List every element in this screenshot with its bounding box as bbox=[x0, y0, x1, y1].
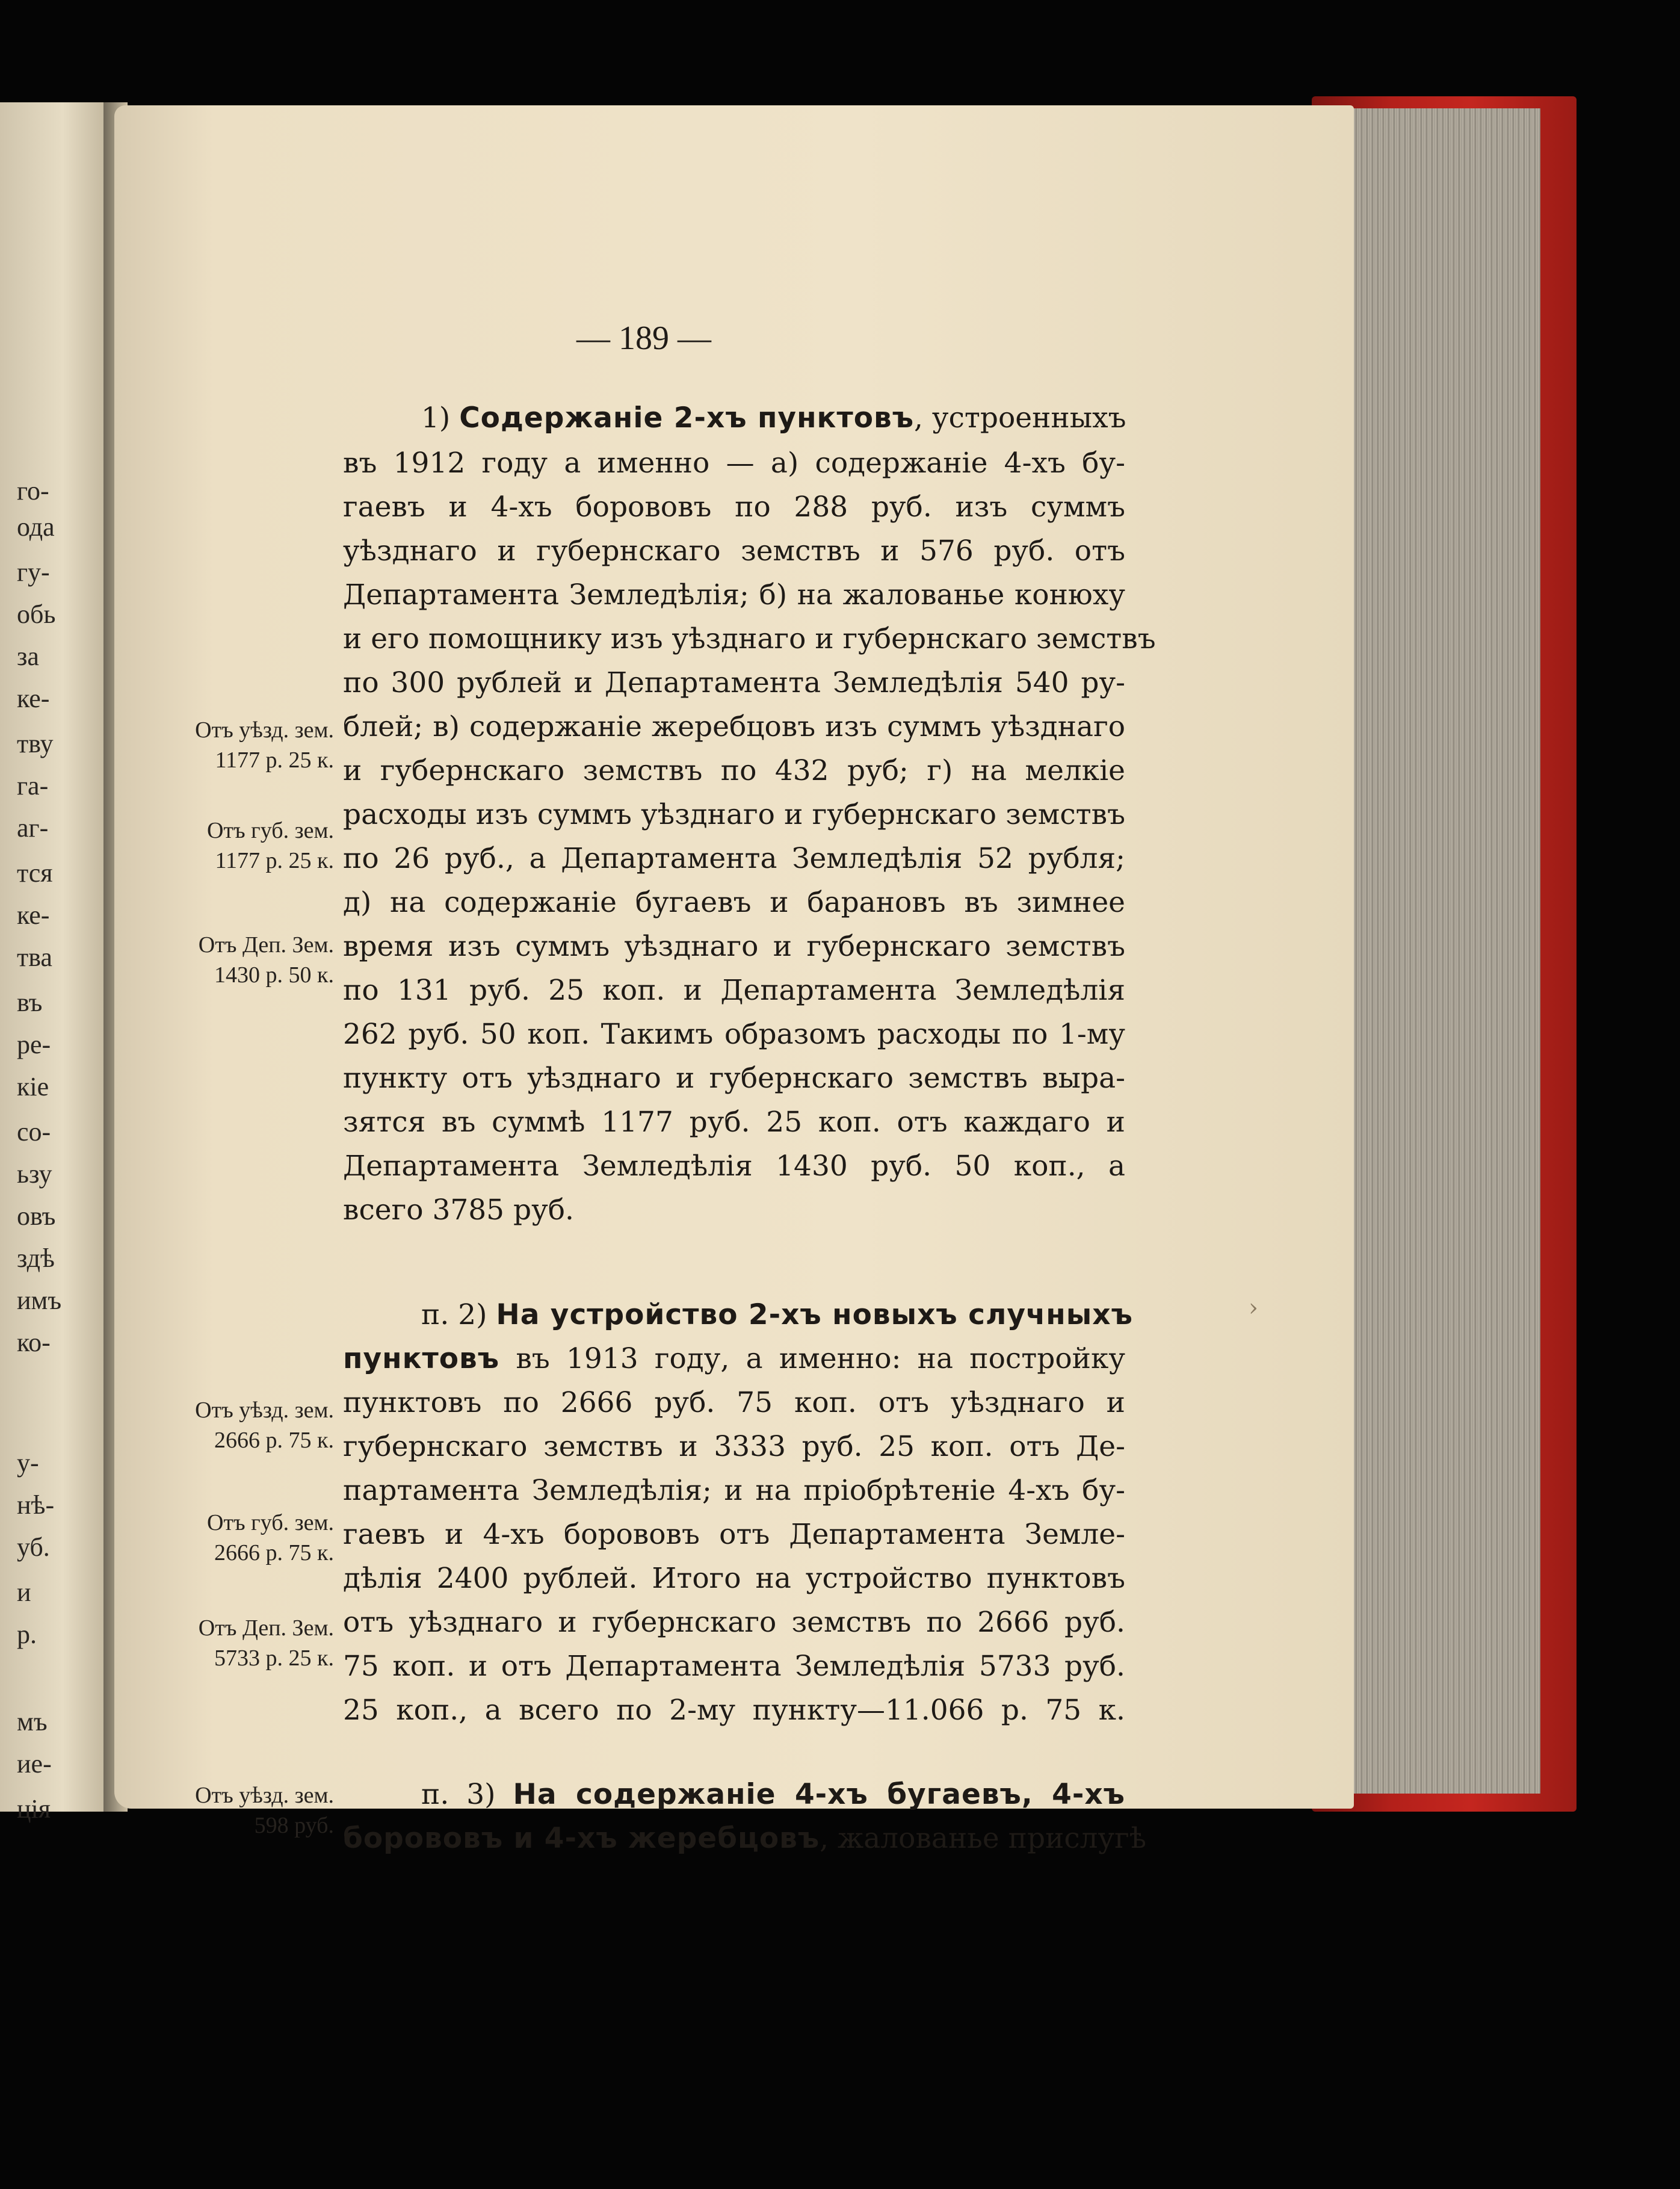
left-fragment: ие- bbox=[17, 1749, 52, 1779]
margin-note bbox=[178, 816, 334, 876]
text-line: п. 3) На содержаніе 4-хъ бугаевъ, 4-хъ bbox=[421, 1778, 1125, 1811]
left-fragment: тва bbox=[17, 943, 52, 972]
left-fragment: аг- bbox=[17, 813, 49, 843]
margin-note-source: Отъ уѣзд. зем. bbox=[195, 717, 334, 743]
left-fragment: у- bbox=[17, 1448, 39, 1478]
left-fragment: р. bbox=[17, 1620, 37, 1649]
margin-note-amount: 5733 р. 25 к. bbox=[214, 1646, 334, 1671]
text-line: по 26 руб., а Департамента Земледѣлія 52 рубля; bbox=[343, 842, 1125, 875]
text-line: зятся въ суммѣ 1177 руб. 25 коп. отъ каждаго и bbox=[343, 1106, 1125, 1139]
margin-note-amount: 2666 р. 75 к. bbox=[214, 1540, 334, 1565]
text-line: и губернскаго земствъ по 432 руб; г) на мелкіе bbox=[343, 754, 1125, 787]
bold-heading: На устройство 2-хъ новыхъ случныхъ bbox=[496, 1298, 1133, 1331]
margin-note-amount: 1177 р. 25 к. bbox=[215, 848, 334, 873]
left-fragment: ке- bbox=[17, 684, 50, 713]
left-fragment: со- bbox=[17, 1117, 51, 1147]
left-fragment: га- bbox=[17, 771, 49, 800]
left-fragment: здѣ bbox=[17, 1243, 55, 1273]
margin-note-amount: 2666 р. 75 к. bbox=[214, 1428, 334, 1453]
margin-note bbox=[178, 930, 334, 990]
left-fragment: ція bbox=[17, 1794, 51, 1824]
text-line: губернскаго земствъ и 3333 руб. 25 коп. отъ Де- bbox=[343, 1430, 1125, 1463]
margin-note-source: Отъ губ. зем. bbox=[206, 1510, 334, 1535]
text-line: пункту отъ уѣзднаго и губернскаго земствъ выра- bbox=[343, 1062, 1125, 1095]
margin-note bbox=[178, 1780, 334, 1841]
text-line: и его помощнику изъ уѣзднаго и губернскаго земствъ bbox=[343, 622, 1156, 655]
text-line: время изъ суммъ уѣзднаго и губернскаго земствъ bbox=[343, 930, 1125, 963]
text-line: Департамента Земледѣлія 1430 руб. 50 коп., а bbox=[343, 1150, 1125, 1183]
left-fragment: нѣ- bbox=[17, 1490, 55, 1520]
bold-heading: пунктовъ bbox=[343, 1342, 500, 1375]
bold-heading: борововъ и 4-хъ жеребцовъ bbox=[343, 1822, 820, 1855]
margin-note-source: Отъ Деп. Зем. bbox=[198, 1615, 334, 1641]
text-line: расходы изъ суммъ уѣзднаго и губернскаго земствъ bbox=[343, 798, 1125, 831]
text-line: 25 коп., а всего по 2-му пункту—11.066 р. 75 к. bbox=[343, 1694, 1125, 1727]
left-fragment: ко- bbox=[17, 1328, 51, 1357]
text-line: борововъ и 4-хъ жеребцовъ, жалованье прислугѣ bbox=[343, 1822, 1147, 1855]
left-fragment: мъ bbox=[17, 1707, 48, 1736]
text-line: по 300 рублей и Департамента Земледѣлія 540 ру- bbox=[343, 666, 1125, 699]
text-line: 1) Содержаніе 2-хъ пунктовъ, устроенныхъ bbox=[421, 401, 1126, 435]
left-fragment: имъ bbox=[17, 1286, 62, 1315]
left-fragment: ке- bbox=[17, 900, 50, 930]
margin-note-source: Отъ губ. зем. bbox=[206, 818, 334, 843]
left-fragment: ода bbox=[17, 512, 55, 542]
text-line: всего 3785 руб. bbox=[343, 1194, 574, 1227]
text-line: Департамента Земледѣлія; б) на жалованье конюху bbox=[343, 578, 1125, 611]
text-line: 262 руб. 50 коп. Такимъ образомъ расходы по 1-му bbox=[343, 1018, 1125, 1051]
left-fragment: го- bbox=[17, 476, 49, 506]
margin-note-amount: 1177 р. 25 к. bbox=[215, 748, 334, 773]
left-fragment: обь bbox=[17, 599, 56, 629]
text-line: уѣзднаго и губернскаго земствъ и 576 руб. отъ bbox=[343, 534, 1125, 568]
text-line: гаевъ и 4-хъ борововъ по 288 руб. изъ суммъ bbox=[343, 491, 1125, 524]
text-line: отъ уѣзднаго и губернскаго земствъ по 2666 руб. bbox=[343, 1606, 1125, 1639]
left-page bbox=[0, 102, 114, 1824]
margin-note bbox=[178, 1613, 334, 1673]
bold-heading: На содержаніе 4-хъ бугаевъ, 4-хъ bbox=[513, 1778, 1125, 1811]
left-fragment: гу- bbox=[17, 557, 50, 587]
margin-note bbox=[178, 715, 334, 775]
left-fragment: ре- bbox=[17, 1030, 51, 1059]
left-fragment: уб. bbox=[17, 1532, 50, 1562]
left-fragment: тву bbox=[17, 729, 54, 758]
text-line: дѣлія 2400 рублей. Итого на устройство пунктовъ bbox=[343, 1562, 1125, 1595]
text-line: гаевъ и 4-хъ борововъ отъ Департамента Земле- bbox=[343, 1518, 1125, 1551]
text-line: пунктовъ въ 1913 году, а именно: на постройку bbox=[343, 1342, 1125, 1375]
text-line: 75 коп. и отъ Департамента Земледѣлія 5733 руб. bbox=[343, 1650, 1125, 1683]
left-fragment: за bbox=[17, 642, 39, 671]
page-number: — 189 — bbox=[576, 320, 711, 357]
margin-note bbox=[178, 1508, 334, 1568]
margin-note-amount: 598 руб. bbox=[254, 1813, 334, 1838]
paper-mark: › bbox=[1249, 1294, 1258, 1322]
bold-heading: Содержаніе 2-хъ пунктовъ bbox=[459, 401, 915, 435]
left-fragment: кіе bbox=[17, 1072, 49, 1101]
left-fragment: тся bbox=[17, 858, 53, 888]
margin-note-amount: 1430 р. 50 к. bbox=[214, 962, 334, 988]
left-fragment: и bbox=[17, 1578, 31, 1607]
text-line: блей; в) содержаніе жеребцовъ изъ суммъ уѣзднаго bbox=[343, 710, 1125, 743]
left-fragment: ьзу bbox=[17, 1159, 52, 1189]
text-line: по 131 руб. 25 коп. и Департамента Земледѣлія bbox=[343, 974, 1125, 1007]
text-line: пунктовъ по 2666 руб. 75 коп. отъ уѣзднаго и bbox=[343, 1386, 1125, 1419]
text-line: партамента Земледѣлія; и на пріобрѣтеніе 4-хъ бу- bbox=[343, 1474, 1125, 1507]
margin-note-source: Отъ уѣзд. зем. bbox=[195, 1783, 334, 1808]
margin-note-source: Отъ Деп. Зем. bbox=[198, 932, 334, 958]
text-line: п. 2) На устройство 2-хъ новыхъ случныхъ bbox=[421, 1298, 1133, 1331]
text-line: въ 1912 году а именно — а) содержаніе 4-хъ бу- bbox=[343, 447, 1125, 480]
left-fragment: въ bbox=[17, 988, 43, 1017]
margin-note bbox=[178, 1395, 334, 1455]
text-line: д) на содержаніе бугаевъ и барановъ въ зимнее bbox=[343, 886, 1125, 919]
margin-note-source: Отъ уѣзд. зем. bbox=[195, 1398, 334, 1423]
page-edges bbox=[1342, 108, 1540, 1794]
left-fragment: овъ bbox=[17, 1201, 56, 1231]
